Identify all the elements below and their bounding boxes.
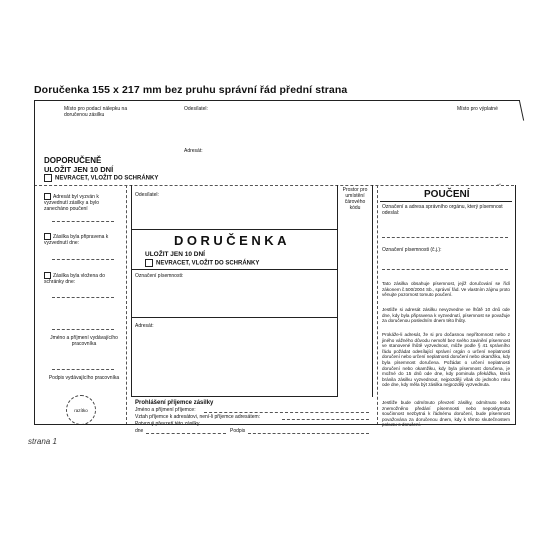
- prohlaseni-dne: dne: [135, 428, 144, 434]
- opt1-text: Adresát byl vyzván k vyzvednutí zásilky a bylo zanecháno poučení: [44, 193, 100, 212]
- vyplatne-label: Místo pro výplatné: [457, 106, 498, 112]
- fold-arrow-icon: →: [496, 181, 502, 187]
- pouceni-p2: Jestliže si adresát zásilku nevyzvedne ve lhůtě 10 dnů ode dne, kdy byla připravena k vyzvednutí, písemnost se považuje za doručenou posledním dnem této lhůty.: [382, 307, 510, 324]
- barcode-right-border: [372, 185, 373, 397]
- opt2-line: [52, 259, 114, 260]
- opt3-line: [52, 297, 114, 298]
- opt3-checkbox[interactable]: [44, 272, 51, 279]
- pouceni-p1: Tato zásilka obsahuje písemnost, jejíž doručování se řídí zákonem č.500/2004 Sb., správní řád. Ve vlastním zájmu proto věnujte pozornost tomuto poučení.: [382, 281, 510, 298]
- prohlaseni-jmeno: Jméno a příjmení příjemce:: [135, 407, 196, 413]
- nevracet-text: NEVRACET, VLOŽIT DO SCHRÁNKY: [55, 175, 159, 182]
- odesilatel-center-label: Odesílatel:: [135, 192, 159, 198]
- center-bottom-border: [131, 396, 338, 397]
- razitko-text: razítko: [74, 407, 88, 413]
- bottom-edge: [34, 424, 516, 425]
- prohlaseni-vztah: Vztah příjemce k adresátovi, není-li příjemce adresátem:: [135, 414, 261, 420]
- pouceni-p4: Jestliže bude odmítnuto převzetí zásilky, odmítnuto nebo znemožněno předání písemnosti nebo neposkytnuta součinnost nezbytná k řádnému doručení, bude písemnost považována za doručenou dnem, kdy k těmto skutečnostem: [382, 400, 510, 422]
- prohlaseni-podpis: Podpis: [230, 428, 246, 434]
- opt1-row[interactable]: [44, 193, 122, 212]
- doporucene-label: DOPORUČENĚ: [44, 156, 102, 165]
- opt3-text: Zásilka byla vložena do schránky dne:: [44, 272, 105, 285]
- nevracet-center-text: NEVRACET, VLOŽIT DO SCHRÁNKY: [156, 260, 260, 267]
- title-top-border: [131, 229, 338, 230]
- opt2-checkbox[interactable]: [44, 233, 51, 240]
- podpis-line-2: [248, 433, 369, 434]
- opt1-checkbox[interactable]: [44, 193, 51, 200]
- jmeno-line: [52, 329, 114, 330]
- opt3-row[interactable]: [44, 272, 122, 285]
- prohlaseni-jmeno-line: [204, 412, 369, 413]
- nevracet-center-row[interactable]: [145, 259, 259, 268]
- page-footer: strana 1: [28, 437, 57, 446]
- oznaceni-label: Označení písemnosti:: [135, 273, 184, 279]
- odesilatel-top-label: Odesílatel:: [184, 106, 208, 112]
- pouceni-divider: [377, 185, 378, 425]
- prohlaseni-title: Prohlášení příjemce zásilky: [135, 400, 214, 406]
- ulozit-center-label: ULOŽIT JEN 10 DNÍ: [145, 251, 205, 258]
- fold-notch-right: [519, 101, 524, 121]
- organ-line-1: [382, 237, 508, 238]
- opt1-line: [52, 221, 114, 222]
- pouceni-title: POUČENÍ: [424, 189, 470, 200]
- ulozit-label: ULOŽIT JEN 10 DNÍ: [44, 165, 114, 174]
- barcode-area-label: Prostor pro umístění čárového kódu: [342, 187, 368, 211]
- pouceni-p3: Prokáže-li adresát, že si pro dočasnou nepřítomnost nebo z jiného vážného důvodu nemohl bez svého zavinění písemnost ve stanovené lhůtě vyzvednout, může podle § 41 správního řádu požádat odesílající správní orgán o určení neplatnosti doručení nebo určení neplatnosti doručení nebo okamžiku, kdy byla písemnost doručena. Požádat o určení neplatnosti doručení nebo okamžiku, kdy byla písemnost doručena, je možné do 15 dnů ode dne, kdy pominula překážka, která bránila zásilku vyzvednout, nejpozději však do jednoho roku ode dne, kdy měla být zásilka nejpozději vyzvednuta.: [382, 332, 510, 388]
- podpis-line: [52, 369, 114, 370]
- opt2-text: Zásilka byla připravena k vyzvednutí dne:: [44, 233, 109, 246]
- nevracet-checkbox-row[interactable]: [44, 174, 158, 183]
- opt2-row[interactable]: [44, 233, 122, 246]
- dorucenka-title: DORUČENKA: [174, 233, 290, 248]
- jmeno-pracovnika-label: Jméno a příjmení vydávajícího pracovníka: [50, 335, 118, 347]
- nevracet-checkbox[interactable]: [44, 174, 52, 182]
- adresat-center-label: Adresát:: [135, 323, 154, 329]
- pouceni-cj-label: Označení písemnosti (č.j.):: [382, 247, 442, 253]
- title-bottom-border: [131, 269, 338, 270]
- pouceni-organ-label: Označení a adresa správního orgánu, který písemnost odeslal:: [382, 204, 503, 216]
- right-edge: [515, 185, 516, 425]
- razitko-stamp: [66, 395, 96, 425]
- oznaceni-bottom-border: [131, 317, 338, 318]
- podpis-pracovnika-label: Podpis vydávajícího pracovníka: [48, 375, 120, 381]
- nevracet-center-checkbox[interactable]: [145, 259, 153, 267]
- adresat-top-label: Adresát:: [184, 148, 203, 154]
- document-heading: Doručenka 155 x 217 mm bez pruhu správní řád přední strana: [34, 84, 348, 96]
- left-edge: [34, 101, 35, 425]
- prohlaseni-vztah-line: [282, 419, 369, 420]
- center-left-border: [131, 185, 132, 397]
- dne-line: [146, 433, 226, 434]
- envelope-form: [34, 101, 520, 434]
- pouceni-title-rule: [380, 201, 512, 202]
- cj-line: [382, 269, 508, 270]
- podaci-nalepka-label: Místo pro podací nálepku na doručenou zásilku: [64, 106, 128, 118]
- fold-line: [34, 185, 514, 186]
- center-right-border: [337, 185, 338, 397]
- left-column-divider: [126, 185, 127, 425]
